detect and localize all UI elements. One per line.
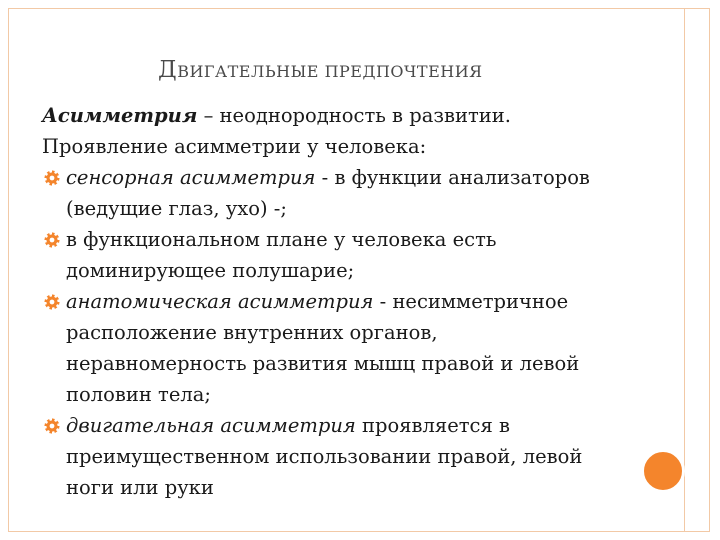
bullet-item: [42, 286, 652, 410]
slide-title: [158, 56, 578, 86]
bullet-line: в функциональном плане у человека есть: [66, 228, 497, 251]
gear-icon: [44, 232, 60, 248]
bullet-line: половин тела;: [66, 383, 211, 406]
bullet-line: [66, 410, 652, 441]
bullet-line: (ведущие глаз, ухо) -;: [66, 197, 287, 220]
bullet-line: [66, 162, 652, 193]
gear-icon: [44, 294, 60, 310]
bullet-emphasis: анатомическая асимметрия: [66, 290, 374, 313]
bullet-text: - несимметричное: [373, 290, 569, 313]
bullet-line: [66, 286, 652, 317]
slide-body: [42, 100, 652, 503]
bullet-line: неравномерность развития мышц правой и левой: [66, 352, 580, 375]
bullet-item: [42, 224, 652, 286]
definition-line: [42, 100, 652, 131]
title-initial: Д: [158, 57, 178, 83]
bullet-text: - в функции анализаторов: [315, 166, 590, 189]
bullet-line: преимущественном использовании правой, левой: [66, 445, 583, 468]
bullet-item: [42, 410, 652, 503]
slide-vertical-rule: [684, 8, 685, 532]
intro-line: Проявление асимметрии у человека:: [42, 135, 427, 158]
bullet-emphasis: двигательная асимметрия: [66, 414, 356, 437]
bullet-text: проявляется в: [355, 414, 510, 437]
bullet-line: ноги или руки: [66, 476, 214, 499]
bullet-line: доминирующее полушарие;: [66, 259, 355, 282]
bullet-line: расположение внутренних органов,: [66, 321, 438, 344]
title-rest: ВИГАТЕЛЬНЫЕ ПРЕДПОЧТЕНИЯ: [177, 62, 483, 81]
bullet-item: [42, 162, 652, 224]
bullet-emphasis: сенсорная асимметрия: [66, 166, 316, 189]
definition-text: – неоднородность в развитии.: [197, 104, 511, 127]
definition-term: Асимметрия: [42, 104, 198, 127]
gear-icon: [44, 418, 60, 434]
gear-icon: [44, 170, 60, 186]
